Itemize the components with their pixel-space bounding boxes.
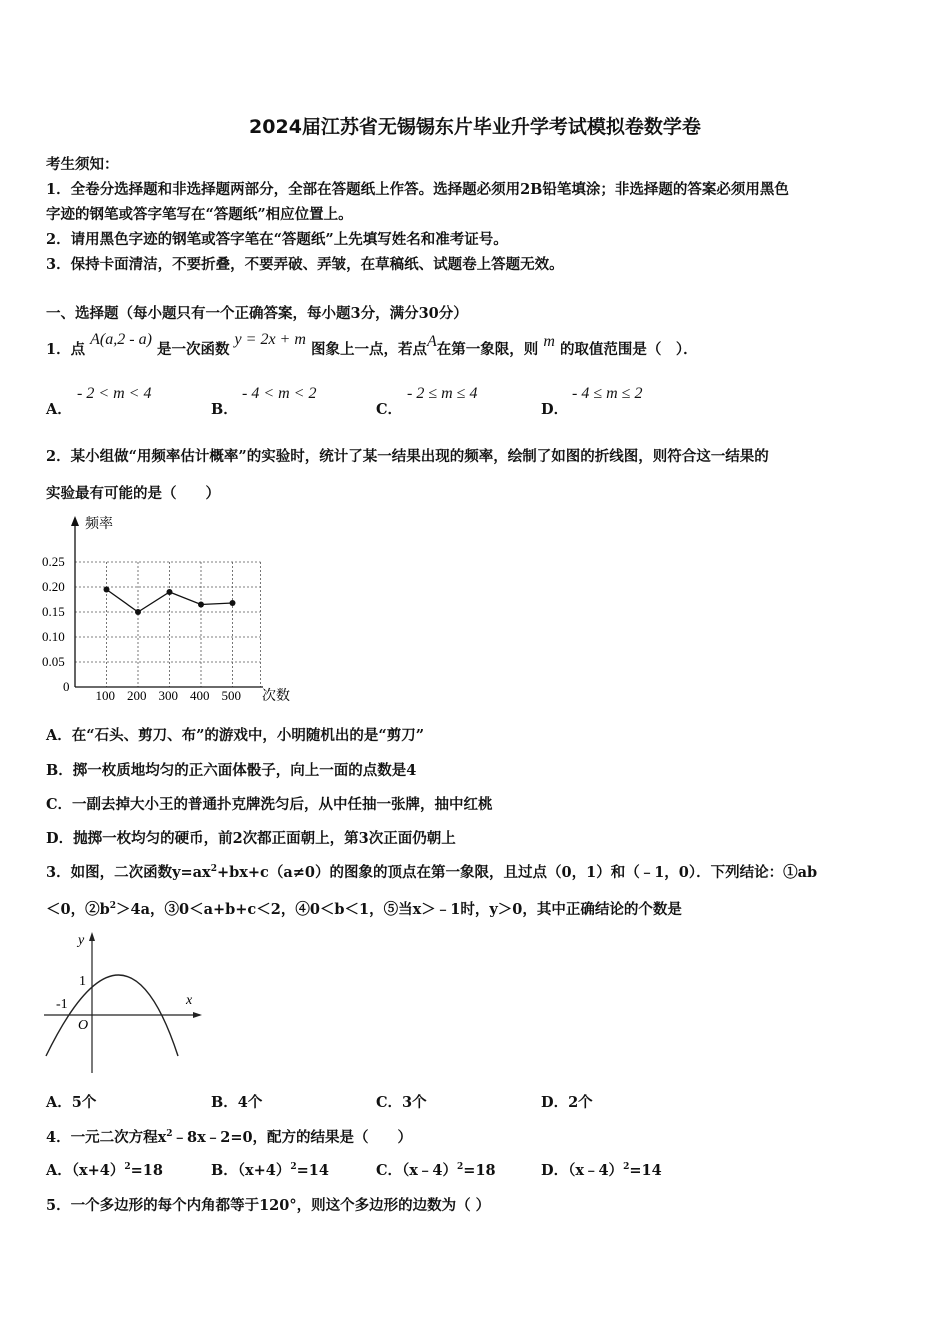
q1-text: 在第一象限，则 [436, 341, 539, 358]
y-axis-label: y [78, 933, 85, 948]
x-tick-label: 100 [95, 688, 115, 703]
y-axis-arrow [89, 932, 95, 941]
frequency-line-chart [38, 512, 303, 707]
q4-text: ﹣8x﹣2=0，配方的结果是（ ） [172, 1129, 413, 1146]
q1-option-label: B． [211, 401, 238, 418]
q3-option: D．2个 [541, 1094, 593, 1111]
parabola-graph [40, 928, 205, 1078]
q4-text: 4．一元二次方程x [46, 1129, 167, 1146]
y-tick-label: 0.10 [42, 629, 65, 644]
q1-text: 1．点 [46, 341, 86, 358]
q1-option-label: C． [376, 401, 403, 418]
question-3 [46, 861, 817, 882]
q1-text: 是一次函数 [156, 341, 230, 358]
notice-item: 1．全卷分选择题和非选择题两部分，全部在答题纸上作答。选择题必须用2B铅笔填涂；非选择题的答案必须用黑色 [46, 181, 789, 198]
q3-exponent: 2 [109, 901, 116, 912]
data-point [104, 587, 110, 593]
x-axis-arrow [193, 1012, 202, 1018]
x-tick-label: 400 [190, 688, 210, 703]
x-intercept-label: -1 [56, 997, 68, 1012]
q1-text: 的取值范围是（ ）． [559, 341, 698, 358]
q3-option: A．5个 [46, 1094, 97, 1111]
data-point [167, 589, 173, 595]
question-4 [46, 1126, 412, 1147]
x-tick-label: 200 [127, 688, 147, 703]
q1-function-math: y = 2x + m [234, 331, 306, 348]
q4-option: D．（x﹣4）$^2$=14 [541, 1162, 662, 1179]
y-tick-label: 0.05 [42, 654, 65, 669]
q4-option: C．（x﹣4）$^2$=18 [376, 1162, 496, 1179]
x-axis-label: x [186, 993, 193, 1008]
section-heading: 一、选择题（每小题只有一个正确答案，每小题3分，满分30分） [46, 305, 468, 322]
q1-option-math: - 4 ≤ m ≤ 2 [572, 385, 643, 402]
q2-option: A．在“石头、剪刀、布”的游戏中，小明随机出的是“剪刀” [46, 727, 425, 744]
x-axis-label: 次数 [262, 689, 290, 704]
q3-text: 3．如图，二次函数y=ax [46, 864, 211, 881]
q4-exponent: 2 [166, 1129, 173, 1140]
q3-exponent: 2 [210, 864, 217, 875]
notice-item: 3．保持卡面清洁，不要折叠，不要弄破、弄皱，在草稿纸、试题卷上答题无效。 [46, 256, 564, 273]
x-tick-label: 300 [158, 688, 178, 703]
y-intercept-label: 1 [79, 974, 86, 989]
origin-label: O [78, 1018, 89, 1033]
data-point [230, 600, 236, 606]
notice-item: 字迹的钢笔或答字笔写在“答题纸”相应位置上。 [46, 206, 353, 223]
y-tick-label: 0.25 [42, 554, 65, 569]
q1-option-math: - 2 < m < 4 [77, 385, 152, 402]
data-point [135, 609, 141, 615]
q3-option: B．4个 [211, 1094, 263, 1111]
q3-text: +bx+c（a≠0）的图象的顶点在第一象限，且过点（0，1）和（﹣1，0）．下列结论：①ab [216, 864, 818, 881]
q4-option: B．$(x+4)^2=14$ [211, 1162, 329, 1179]
question-2: 2．某小组做“用频率估计概率”的实验时，统计了某一结果出现的频率，绘制了如图的折线图，则符合这一结果的 [46, 448, 769, 465]
q1-m-math: m [543, 333, 555, 350]
q3-option: C．3个 [376, 1094, 427, 1111]
q1-point-a-math: A [426, 333, 437, 350]
q1-option-label: D． [541, 401, 569, 418]
notice-item: 2．请用黑色字迹的钢笔或答字笔在“答题纸”上先填写姓名和准考证号。 [46, 231, 508, 248]
q4-option: A．$(x+4)^2=18$ [46, 1162, 163, 1179]
x-tick-label: 500 [221, 688, 241, 703]
q1-text: 图象上一点，若点 [310, 341, 427, 358]
q2-option: B．掷一枚质地均匀的正六面体骰子，向上一面的点数是4 [46, 762, 417, 779]
data-point [198, 602, 204, 608]
chart-grid [75, 562, 261, 687]
y-tick-label: 0.15 [42, 604, 65, 619]
question-5: 5．一个多边形的每个内角都等于120°，则这个多边形的边数为（ ） [46, 1197, 491, 1214]
q1-option-math: - 4 < m < 2 [242, 385, 317, 402]
question-1 [46, 331, 698, 359]
q3-text: ＜0，②b [46, 901, 110, 918]
y-axis-arrow [71, 516, 79, 526]
q1-point-math: A(a,2 - a) [90, 331, 152, 348]
q2-option: D．抛掷一枚均匀的硬币，前2次都正面朝上，第3次正面仍朝上 [46, 830, 456, 847]
y-tick-label: 0.20 [42, 579, 65, 594]
question-2-cont: 实验最有可能的是（ ） [46, 485, 220, 502]
q1-option-label: A． [46, 401, 72, 418]
notice-heading: 考生须知： [46, 156, 119, 173]
page-title: 2024届江苏省无锡锡东片毕业升学考试模拟卷数学卷 [249, 116, 701, 138]
q3-text: ＞4a，③0＜a+b+c＜2，④0＜b＜1，⑤当x＞﹣1时，y＞0，其中正确结论的个数是 [116, 901, 682, 918]
question-3-cont [46, 898, 682, 919]
origin-label: 0 [63, 679, 70, 694]
q2-option: C．一副去掉大小王的普通扑克牌洗匀后，从中任抽一张牌，抽中红桃 [46, 796, 493, 813]
y-axis-label: 频率 [85, 517, 113, 532]
q1-option-math: - 2 ≤ m ≤ 4 [407, 385, 478, 402]
